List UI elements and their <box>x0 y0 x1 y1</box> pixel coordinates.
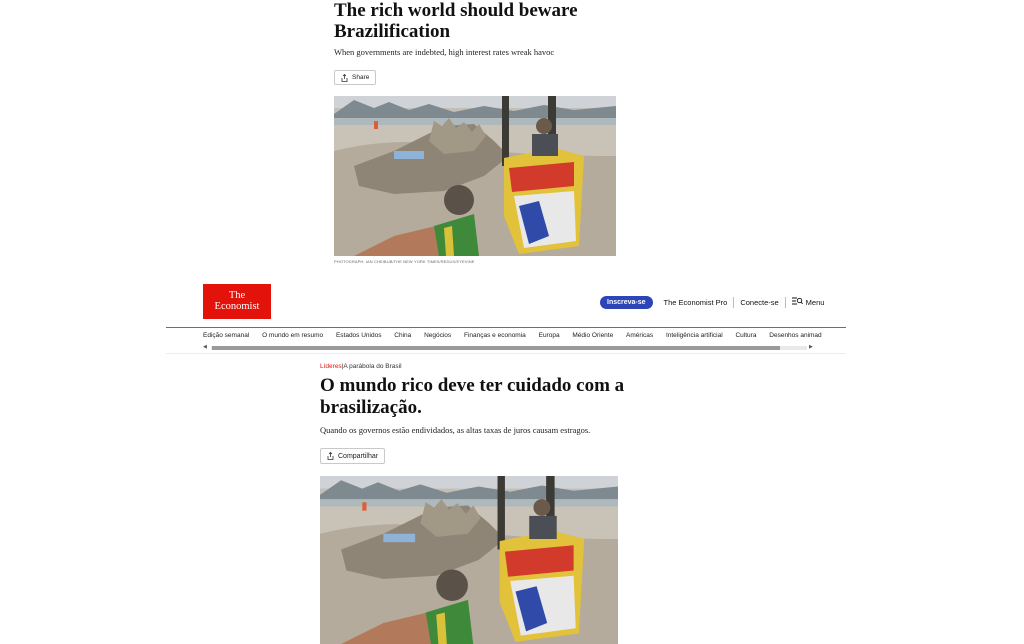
share-icon <box>341 74 348 82</box>
scroll-thumb[interactable] <box>212 346 780 350</box>
divider <box>733 297 734 308</box>
nav-item[interactable]: Edição semanal <box>203 332 250 339</box>
share-button[interactable] <box>334 70 376 85</box>
nav-item[interactable]: China <box>394 332 412 339</box>
menu-button[interactable] <box>792 297 825 307</box>
photo-credit: PHOTOGRAPH: IAN CHEIBUB/THE NEW YORK TIMES/REDUX/EYEVINE <box>334 259 475 264</box>
nav-item[interactable]: Cultura <box>735 332 757 339</box>
nav-item[interactable]: Desenhos animad <box>769 332 822 339</box>
nav-item[interactable]: Médio Oriente <box>572 332 614 339</box>
article-rubric <box>320 363 402 370</box>
menu-search-icon <box>792 297 803 307</box>
share-label: Share <box>352 74 370 81</box>
article-subtitle-pt: Quando os governos estão endividados, as altas taxas de juros causam estragos. <box>320 425 591 435</box>
article-title-pt: O mundo rico deve ter cuidado com a brasilização. <box>320 375 625 418</box>
rubric-text: |A parábola do Brasil <box>341 363 402 370</box>
article-title-en: The rich world should beware Brazilification <box>334 0 578 42</box>
share-icon <box>327 452 334 460</box>
divider <box>785 297 786 308</box>
nav-item[interactable]: Américas <box>626 332 654 339</box>
nav-divider <box>166 327 846 328</box>
header-actions <box>600 294 824 310</box>
menu-label: Menu <box>805 297 825 307</box>
economist-logo[interactable] <box>203 284 271 319</box>
logo-line-2: Economist <box>214 300 260 312</box>
article-photo-pt <box>320 476 618 644</box>
nav-item[interactable]: Negócios <box>424 332 452 339</box>
scroll-left-icon[interactable]: ◀ <box>203 345 207 350</box>
article-subtitle-en: When governments are indebted, high interest rates wreak havoc <box>334 47 555 57</box>
scroll-right-icon[interactable]: ▶ <box>809 345 813 350</box>
section-nav <box>203 332 822 343</box>
nav-item[interactable]: Europa <box>538 332 560 339</box>
nav-item[interactable]: Inteligência artificial <box>665 332 723 339</box>
section-link[interactable]: Líderes <box>320 363 342 370</box>
nav-item[interactable]: Finanças e economia <box>464 332 526 339</box>
subscribe-button[interactable]: Inscreva-se <box>600 296 653 309</box>
nav-scrollbar[interactable] <box>203 345 815 351</box>
article-photo-en <box>334 96 616 256</box>
login-link[interactable]: Conecte-se <box>740 297 779 307</box>
compartilhar-button[interactable] <box>320 448 385 464</box>
nav-bottom-divider <box>166 353 846 354</box>
nav-item[interactable]: O mundo em resumo <box>262 332 324 339</box>
nav-item[interactable]: Estados Unidos <box>335 332 382 339</box>
logo-line-1: The <box>228 290 246 301</box>
economist-pro-link[interactable]: The Economist Pro <box>663 297 728 307</box>
compartilhar-label: Compartilhar <box>338 452 379 460</box>
